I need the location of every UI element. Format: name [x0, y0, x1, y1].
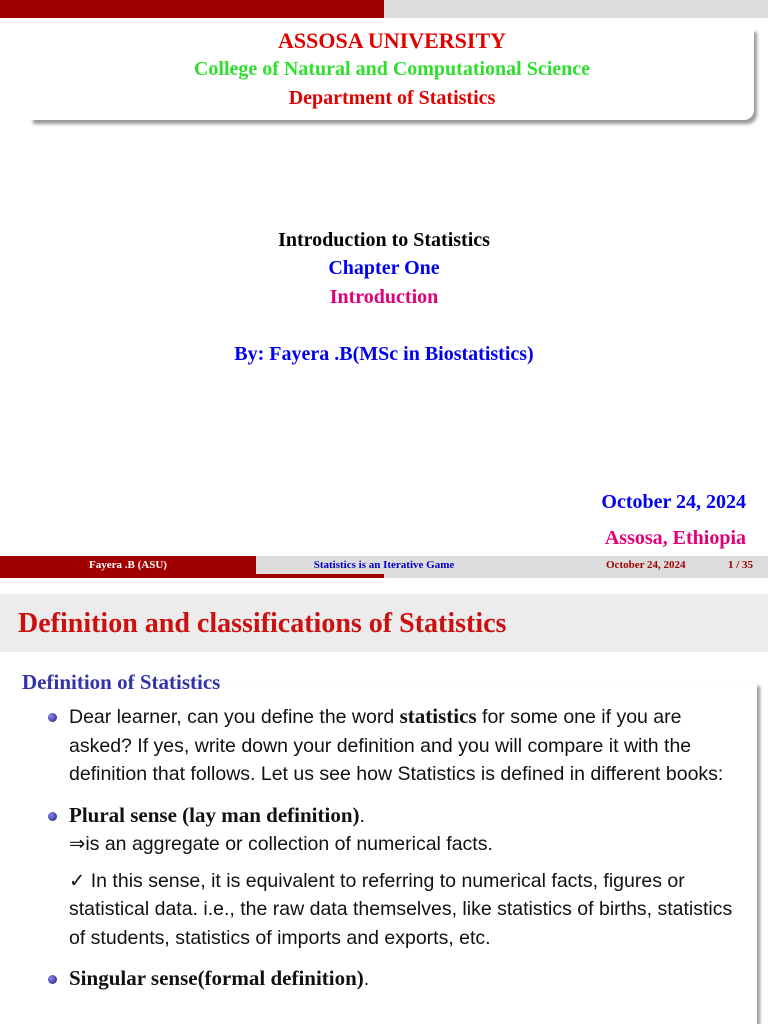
footer-author: Fayera .B (ASU): [0, 556, 256, 574]
department-name: Department of Statistics: [288, 87, 496, 109]
chapter-title: Chapter One: [328, 257, 440, 279]
presentation-place: Assosa, Ethiopia: [604, 527, 746, 549]
singular-sense-heading: Singular sense(formal definition): [69, 966, 364, 990]
content-slide: [0, 594, 768, 1024]
frame-title: Definition and classifications of Statistics: [18, 608, 507, 639]
list-item: [46, 801, 746, 953]
plural-sense-punct: .: [359, 804, 365, 827]
bottom-bar-left: [0, 574, 384, 578]
plural-sense-definition: ⇒is an aggregate or collection of numerical facts.: [69, 833, 493, 855]
section-title: Introduction: [329, 286, 439, 308]
presentation-date: October 24, 2024: [601, 491, 746, 513]
item1-keyword: statistics: [399, 704, 477, 728]
list-item: [46, 964, 746, 994]
item1-text-end: for some one if you are asked? If yes, write down your definition and you will compare it with the definition that follows. Let us see how Statistics is defined in different books:: [69, 706, 724, 785]
bullet-icon: [48, 975, 57, 984]
block-title: Definition of Statistics: [22, 670, 221, 694]
bullet-icon: [48, 713, 57, 722]
footer-title: Statistics is an Iterative Game: [256, 556, 512, 574]
college-name: College of Natural and Computational Science: [193, 58, 591, 80]
author-line: By: Fayera .B(MSc in Biostatistics): [234, 343, 534, 365]
university-name: ASSOSA UNIVERSITY: [277, 28, 507, 53]
item1-text-start: Dear learner, can you define the word: [69, 706, 400, 728]
footer-date: October 24, 2024: [606, 559, 686, 571]
singular-sense-punct: .: [363, 968, 370, 990]
plural-sense-explanation: ✓ In this sense, it is equivalent to referring to numerical facts, figures or statistical data. i.e., the raw data themselves, like statistics of births, statistics of students, statistics of imports and exports, etc.: [69, 869, 733, 949]
top-bar-right: [384, 0, 768, 18]
footer-page-number: 1 / 35: [728, 559, 754, 571]
frame-title-bar: [0, 594, 768, 652]
bullet-icon: [48, 812, 57, 821]
definition-list: [46, 702, 746, 1006]
header-box: [30, 28, 754, 120]
top-bar-left: [0, 0, 384, 18]
course-title: Introduction to Statistics: [278, 229, 490, 251]
footer-meta: [512, 556, 768, 574]
bottom-bar-right: [384, 574, 768, 578]
list-item: [46, 702, 746, 789]
slide-footer: [0, 556, 768, 578]
title-block: [0, 226, 768, 368]
plural-sense-heading: Plural sense (lay man definition): [69, 802, 360, 827]
